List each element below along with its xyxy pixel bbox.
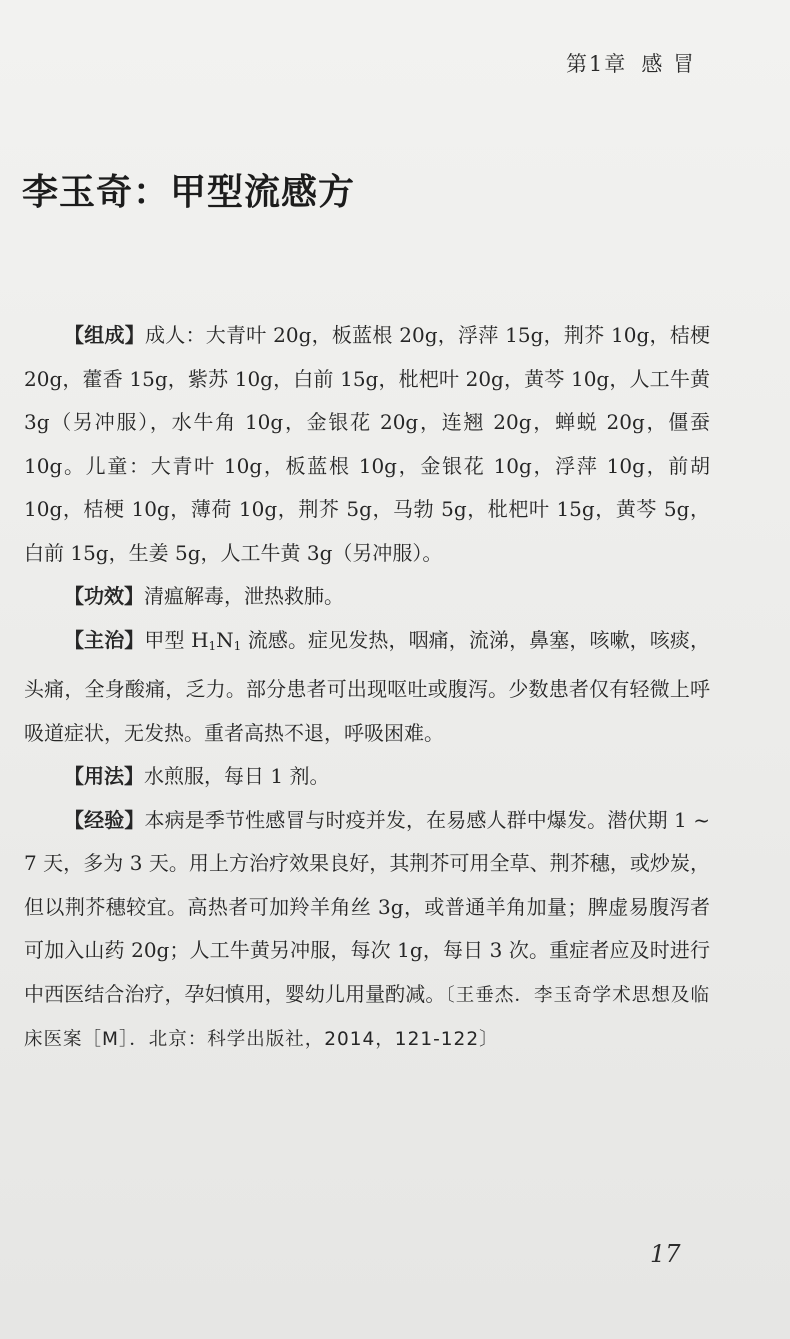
section-usage [24,755,710,799]
page-title: 李玉奇：甲型流感方 [22,172,356,213]
chapter-topic: 感 冒 [641,52,696,76]
section-text: N [216,627,234,652]
section-composition [24,314,710,575]
section-label: 【功效】 [64,584,144,608]
page-number: 17 [650,1240,681,1268]
section-text: 甲型 H [144,627,209,652]
section-text: 水煎服，每日 1 剂。 [144,764,330,788]
subscript: 1 [208,638,217,653]
section-experience [24,799,710,1062]
running-head [566,48,696,78]
section-text: 流感。症见发热，咽痛，流涕，鼻塞，咳嗽，咳痰，头痛，全身酸痛，乏力。部分患者可出现呕吐或腹泻。少数患者仅有轻微上呼吸道症状，无发热。重者高热不退，呼吸困难。 [24,627,710,745]
main-text [24,314,710,1062]
section-indications [24,619,710,756]
section-label: 【用法】 [64,764,144,788]
chapter-number: 第1章 [565,52,628,76]
reference-citation: 〔王垂杰．李玉奇学术思想及临床医案［M］．北京：科学出版社，2014，121-122〕 [24,984,710,1050]
section-label: 【经验】 [64,807,145,832]
section-text: 成人：大青叶 20g，板蓝根 20g，浮萍 15g，荆芥 10g，桔梗 20g，藿香 15g，紫苏 10g，白前 15g，枇杷叶 20g，黄芩 10g，人工牛黄 3g（另冲服），水牛角 10g，金银花 20g，连翘 20g，蝉蜕 20g，僵蚕 10g。儿童：大青叶 10g，板蓝根 10g，金银花 10g，浮萍 10g，前胡 10g，桔梗 10g，薄荷 10g，荆芥 5g，马勃 5g，枇杷叶 15g，黄芩 5g，白前 15g，生姜 5g，人工牛黄 3g（另冲服）。 [24,323,711,565]
section-text: 本病是季节性感冒与时疫并发，在易感人群中爆发。潜伏期 1 ~ 7 天，多为 3 天。用上方治疗效果良好，其荆芥可用全草、荆芥穗，或炒炭，但以荆芥穗较宜。高热者可加羚羊角丝 3g，或普通羊角加量；脾虚易腹泻者可加入山药 20g；人工牛黄另冲服，每次 1g，每日 3 次。重症者应及时进行中西医结合治疗，孕妇慎用，婴幼儿用量酌减。 [24,807,711,1006]
subscript: 1 [233,638,242,653]
section-text: 清瘟解毒，泄热救肺。 [144,584,344,608]
section-label: 【主治】 [64,627,145,652]
section-efficacy [24,575,710,619]
section-label: 【组成】 [64,323,146,347]
